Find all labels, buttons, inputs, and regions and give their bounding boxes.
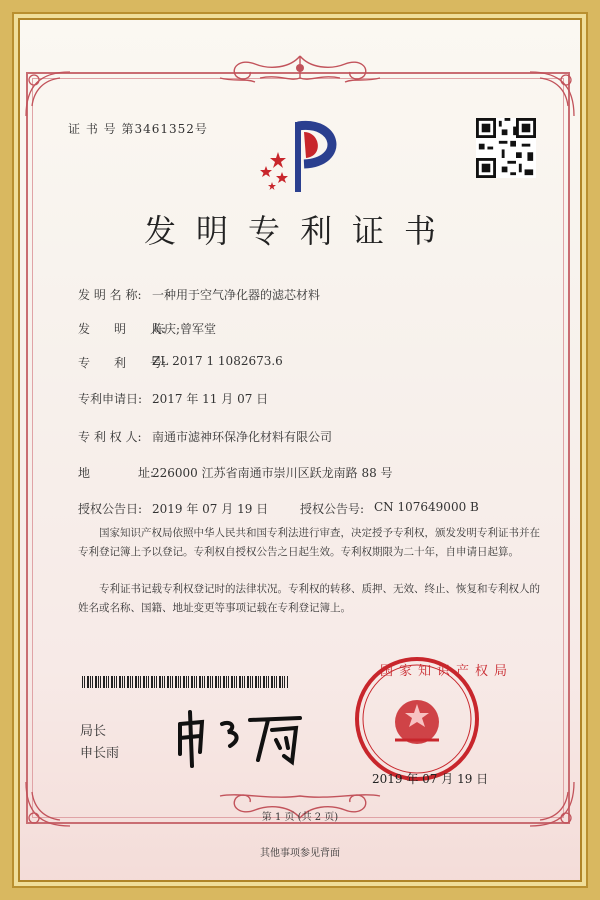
barcode	[82, 676, 288, 688]
application-date-label: 专利申请日:	[78, 392, 143, 406]
grant-number-value: CN 107649000 B	[374, 500, 479, 514]
page-info: 第 1 页 (共 2 页)	[261, 812, 339, 823]
director-name: 申长雨	[80, 746, 120, 761]
patent-number-label: 专 利 号:	[78, 356, 167, 370]
footer-note: 其他事项参见背面	[260, 848, 340, 859]
seal-date: 2019 年 07 月 19 日	[372, 772, 489, 786]
legal-status-note: 专利证书记载专利权登记时的法律状况。专利权的转移、质押、无效、终止、恢复和专利权人的姓名或名称、国籍、地址变更等事项记载在专利登记簿上。	[78, 583, 540, 614]
director-signature-icon	[172, 706, 312, 770]
corner-ornament-top-left-icon	[20, 66, 80, 126]
patent-holder-value: 南通市滤神环保净化材料有限公司	[152, 430, 333, 444]
patent-number-value: ZL 2017 1 1082673.6	[152, 354, 283, 368]
cnipa-logo-icon	[252, 116, 348, 198]
grant-number-label: 授权公告号:	[300, 502, 365, 516]
corner-ornament-bottom-right-icon	[520, 772, 580, 832]
corner-ornament-bottom-left-icon	[20, 772, 80, 832]
certificate-title: 发明专利证书	[143, 212, 456, 250]
inventor-label: 发 明 人:	[78, 322, 167, 336]
grant-date-value: 2019 年 07 月 19 日	[152, 502, 269, 516]
invention-name-value: 一种用于空气净化器的滤芯材料	[152, 288, 321, 302]
qr-code-icon	[476, 118, 536, 178]
grant-date-label: 授权公告日:	[78, 502, 143, 516]
corner-ornament-top-right-icon	[520, 66, 580, 126]
seal-text: 国家知识产权局	[380, 664, 514, 679]
director-title: 局长	[80, 724, 107, 739]
application-date-value: 2017 年 11 月 07 日	[152, 392, 269, 406]
inventor-value: 陈庆;曾军堂	[152, 322, 217, 336]
address-label: 地 址:	[78, 466, 155, 480]
certificate-statement: 国家知识产权局依照中华人民共和国专利法进行审查，决定授予专利权，颁发发明专利证书并在专利登记簿上予以登记。专利权自授权公告之日起生效。专利权期限为二十年，自申请日起算。	[78, 527, 540, 558]
address-value: 226000 江苏省南通市崇川区跃龙南路 88 号	[152, 466, 393, 480]
certificate-number: 证 书 号 第3461352号	[68, 122, 208, 136]
top-ornament-icon	[200, 48, 400, 88]
invention-name-label: 发 明 名 称:	[78, 288, 142, 302]
patent-holder-label: 专 利 权 人:	[78, 430, 142, 444]
